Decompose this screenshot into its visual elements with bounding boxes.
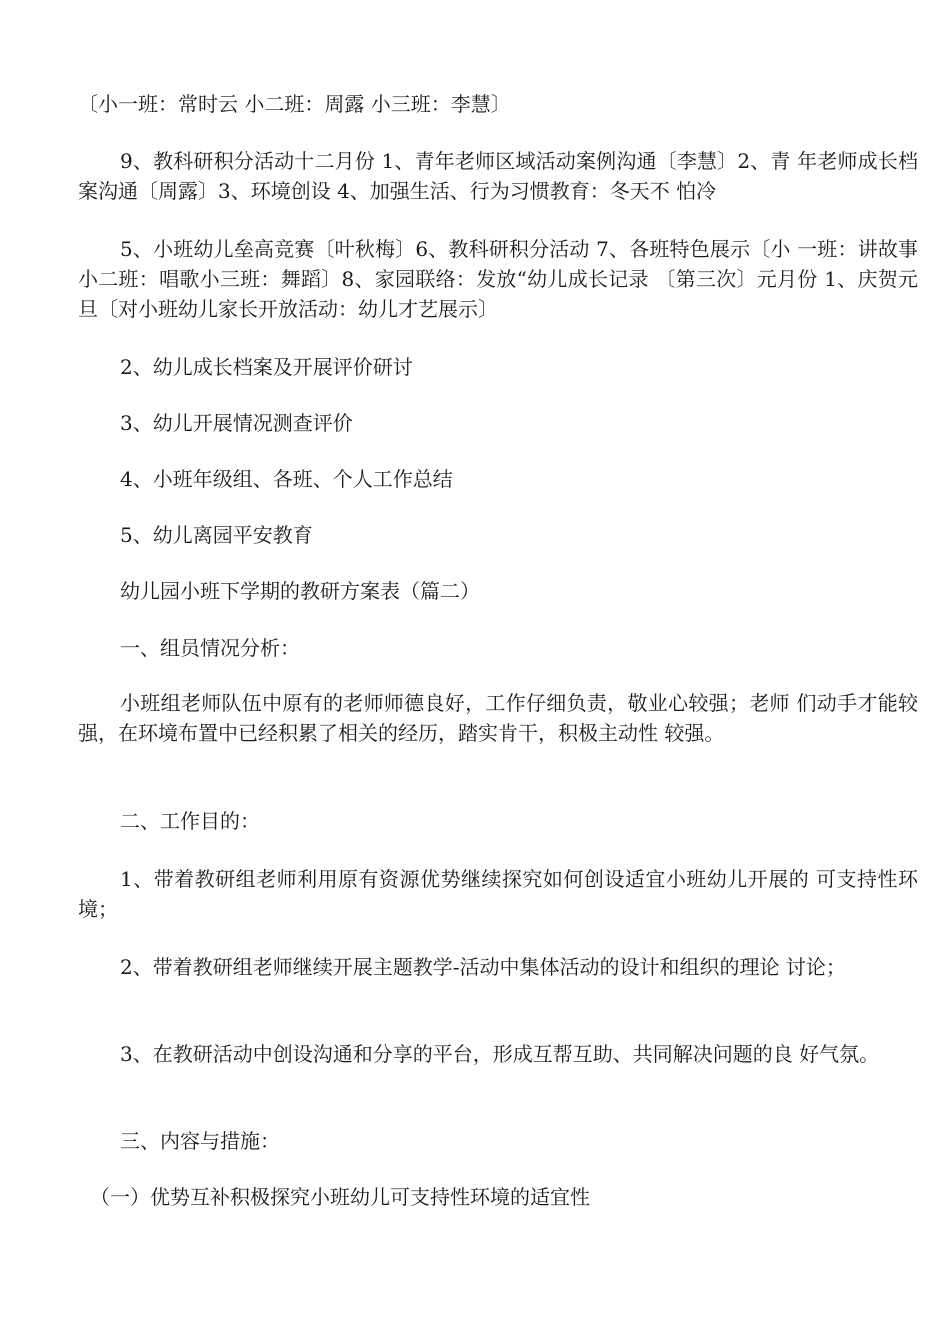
goal-item-3: 3、在教研活动中创设沟通和分享的平台，形成互帮互助、共同解决问题的良 好气氛。 [120, 1042, 880, 1066]
january-plan-paragraph: 5、小班幼儿垒高竞赛〔叶秋梅〕6、教科研积分活动 7、各班特色展示〔小 一班：讲故事小二班：唱歌小三班：舞蹈〕8、家园联络：发放“幼儿成长记录 〔第三次〕元月份 1、庆贺元旦〔对小班幼儿家长开放活动：幼儿才艺展示〕 [78, 237, 918, 321]
goal-item-2: 2、带着教研组老师继续开展主题教学-活动中集体活动的设计和组织的理论 讨论； [120, 955, 846, 979]
goal-item-1: 1、带着教研组老师利用原有资源优势继续探究如何创设适宜小班幼儿开展的 可支持性环境； [78, 867, 918, 921]
section-title: 幼儿园小班下学期的教研方案表（篇二） [120, 579, 480, 603]
subheading-environment: （一）优势互补积极探究小班幼儿可支持性环境的适宜性 [90, 1185, 590, 1209]
heading-work-goals: 二、工作目的： [120, 809, 260, 833]
december-plan-paragraph: 9、教科研积分活动十二月份 1、青年老师区域活动案例沟通〔李慧〕2、青 年老师成长档案沟通〔周露〕3、环境创设 4、加强生活、行为习惯教育：冬天不 怕冷 [78, 149, 918, 203]
list-item-4: 4、小班年级组、各班、个人工作总结 [120, 467, 453, 491]
list-item-3: 3、幼儿开展情况测查评价 [120, 411, 353, 435]
class-teachers-line: 〔小一班：常时云 小二班：周露 小三班：李慧〕 [78, 92, 511, 116]
member-analysis-paragraph: 小班组老师队伍中原有的老师师德良好，工作仔细负责，敬业心较强；老师 们动手才能较强，在环境布置中已经积累了相关的经历，踏实肯干，积极主动性 较强。 [78, 691, 918, 745]
list-item-2: 2、幼儿成长档案及开展评价研讨 [120, 355, 413, 379]
heading-member-analysis: 一、组员情况分析： [120, 636, 300, 660]
list-item-5: 5、幼儿离园平安教育 [120, 523, 313, 547]
heading-content-measures: 三、内容与措施： [120, 1129, 280, 1153]
